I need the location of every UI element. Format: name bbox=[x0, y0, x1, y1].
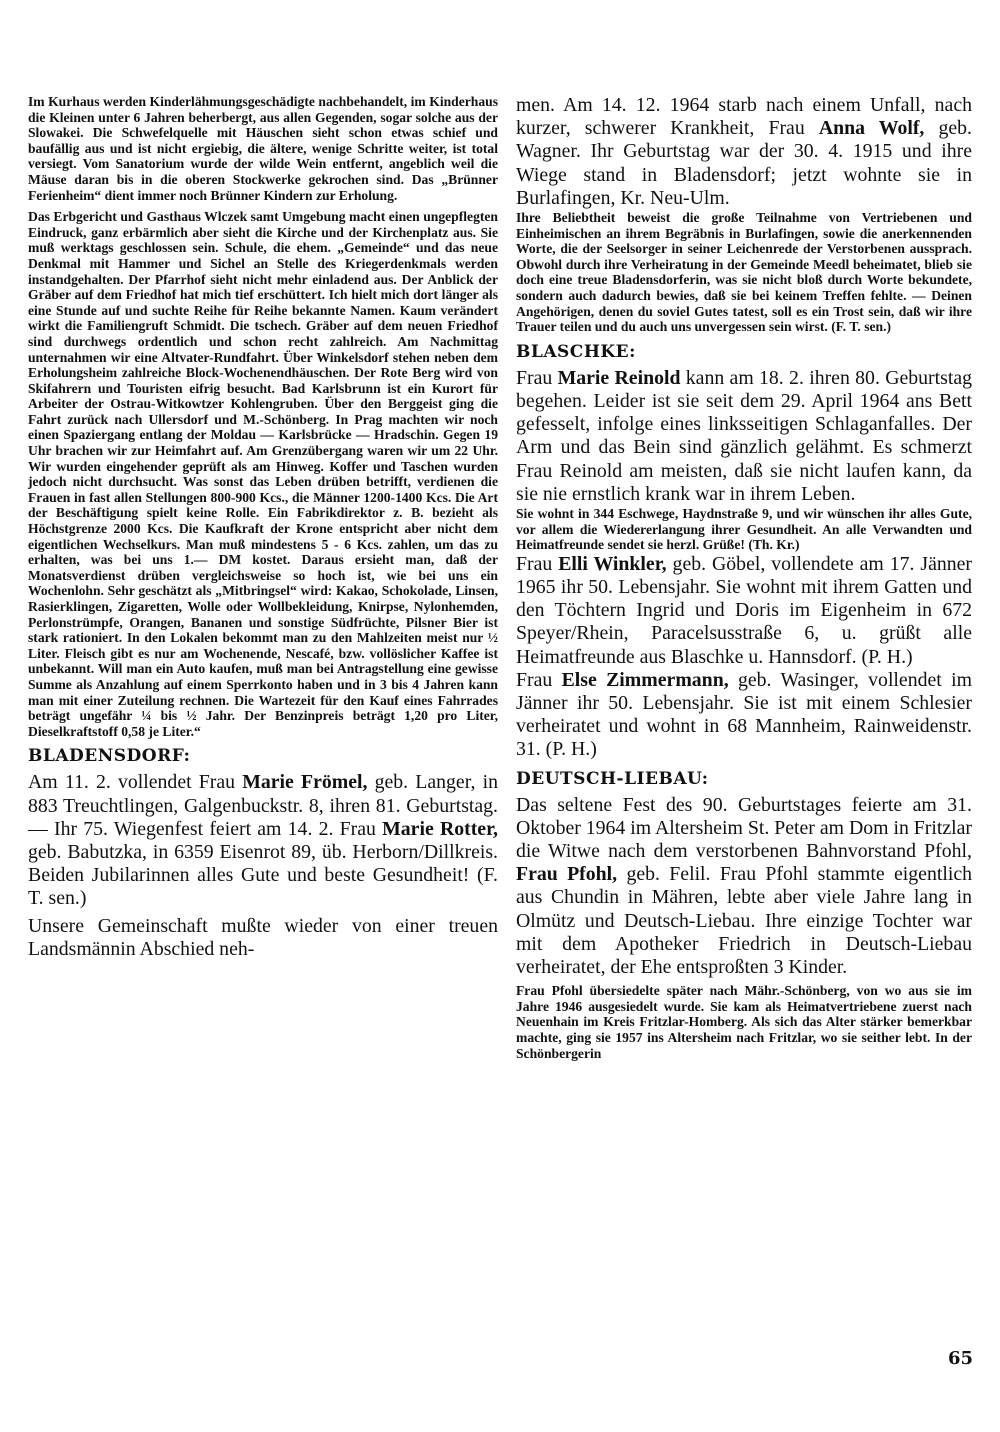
right-column bbox=[516, 94, 972, 1061]
text-run: geb. Langer, in 883 Treuchtlingen, Galgenbuckstr. 8, ihren 81. Geburtstag. — Ihr 75. Wiegenfest feiert am 14. 2. Frau bbox=[28, 771, 498, 840]
left-column bbox=[28, 94, 498, 961]
paragraph-farewell: Unsere Gemeinschaft mußte wieder von einer treuen Landsmännin Abschied neh- bbox=[28, 914, 498, 960]
paragraph-birthdays-bladensdorf bbox=[28, 771, 498, 910]
text-run: geb. Felil. Frau Pfohl stammte eigentlich aus Chundin in Mähren, lebte aber viele Jahre lang in Olmütz und Deutsch-Liebau. Ihre einzige Tochter war mit dem Apotheker Friedrich in Deutsch-Liebau verheiratet, der Ehe entsproßten 3 Kinder. bbox=[516, 863, 972, 979]
person-name: Marie Frömel, bbox=[242, 771, 368, 794]
paragraph-obituary-anna-wolf bbox=[516, 94, 972, 210]
text-run: geb. Wasinger, vollendet im Jänner ihr 50. Lebensjahr. Sie ist mit einem Schlesier verheiratet und wohnt in 68 Mannheim, Rainweidenstr. 31. (P. H.) bbox=[516, 668, 972, 761]
person-name: Frau Pfohl, bbox=[516, 863, 618, 886]
text-run: Frau bbox=[516, 366, 558, 389]
person-name: Anna Wolf, bbox=[818, 117, 925, 140]
paragraph-elli-winkler bbox=[516, 553, 972, 669]
section-heading-bladensdorf: BLADENSDORF: bbox=[28, 746, 191, 767]
text-run: geb. Babutzka, in 6359 Eisenrot 89, üb. Herborn/Dillkreis. Beiden Jubilarinnen alles Gute und beste Gesundheit! (F. T. sen.) bbox=[28, 840, 498, 910]
paragraph-frau-pfohl bbox=[516, 794, 972, 980]
person-name: Marie Reinold bbox=[557, 366, 681, 389]
text-run: Am 11. 2. vollendet Frau bbox=[28, 771, 243, 794]
person-name: Else Zimmermann, bbox=[561, 668, 729, 691]
paragraph-marie-reinold bbox=[516, 367, 972, 506]
person-name: Elli Winkler, bbox=[558, 552, 667, 575]
paragraph-kurhaus: Im Kurhaus werden Kinderlähmungsgeschädigte nachbehandelt, im Kinderhaus die Kleinen unter 6 Jahren beherbergt, aus allen Gegenden, sogar solche aus der Slowakei. Die Schwefelquelle mit Häuschen sieht schon etwas schief und baufällig aus und ist nicht ergiebig, die ältere, wenige Schritte weiter, ist total versiegt. Vom Sanatorium wurde der wilde Wein entfernt, angeblich weil die Mäuse daran bis in die oberen Stockwerke gekrochen sind. Das „Brünner Ferienheim“ dient immer noch Brünner Kindern zur Erholung. bbox=[28, 94, 498, 203]
paragraph-erbgericht: Das Erbgericht und Gasthaus Wlczek samt Umgebung macht einen ungepflegten Eindruck, ganz erbärmlich aber sieht die Kirche und der Kirchenplatz aus. Sie muß werktags geschlossen sein. Schule, die ehem. „Gemeinde“ und das neue Denkmal mit Hammer und Sichel an Stelle des Kriegerdenkmals werden instandgehalten. Der Pfarrhof sieht nicht mehr einladend aus. Der Anblick der Gräber auf dem Friedhof hat mich tief erschüttert. Ich hielt mich dort länger als eine Stunde auf und suchte Reihe für Reihe bekannte Namen. Kaum verändert wirkt die Familiengruft Schmidt. Die tschech. Gräber auf dem neuen Friedhof sind durchwegs ordentlich und schon recht zahlreich. Am Nachmittag unternahmen wir eine Altvater-Rundfahrt. Über Winkelsdorf stehen neben dem Erholungsheim zahlreiche Block-Wochenendhäuschen. Der Rote Berg wird von Skifahrern und Touristen eifrig besucht. Bad Karlsbrunn ist ein Kurort für Arbeiter der Ostrau-Witkowtzer Kohlengruben. Über den Berggeist ging die Fahrt zurück nach Ullersdorf und M.-Schönberg. In Prag machten wir noch einen Spaziergang entlang der Moldau — Karlsbrücke — Hradschin. Gegen 19 Uhr brachen wir zur Heimfahrt auf. Am Grenzübergang waren wir um 22 Uhr. Wir wurden eingehender geprüft als am Hinweg. Koffer und Taschen wurden jedoch nicht durchsucht. Was sonst das Leben drüben betrifft, verdienen die Frauen in fast allen Stellungen 800-900 Kcs., die Männer 1200-1400 Kcs. Die Art der Beschäftigung spielt keine Rolle. Ein Fabrikdirektor z. B. bezieht als Höchstgrenze 2000 Kcs. Die Kaufkraft der Krone entspricht aber nicht dem eigentlichen Wechselkurs. Man muß mindestens 5 - 6 Kcs. zahlen, um das zu erhalten, was bei uns 1.— DM kostet. Daraus ersieht man, daß der Monatsverdienst drüben vergleichsweise so hoch ist, wie bei uns ein Wochenlohn. Sehr geschätzt als „Mitbringsel“ wird: Kakao, Schokolade, Linsen, Rasierklingen, Zigaretten, Wolle oder Wollbekleidung, Knirpse, Nylonhemden, Perlonstrümpfe, Orangen, Bananen und sonstige Südfrüchte, Pilsner Bier ist stark rationiert. In den Lokalen bekommt man zu den Mahlzeiten meist nur ½ Liter. Fleisch gibt es nur am Wochenende, Nescafé, bzw. vollöslicher Kaffee ist unbekannt. Will man ein Auto kaufen, muß man bei Antragstellung eine gewisse Summe als Anzahlung auf einem Sperrkonto haben und in 3 bis 4 Jahren kann man mit einer Zuteilung rechnen. Die Wartezeit für den Kauf eines Fahrrades beträgt ungefähr ¼ bis ½ Jahr. Der Benzinpreis beträgt 1,20 pro Liter, Dieselkraftstoff 0,58 je Liter.“ bbox=[28, 209, 498, 739]
page-number: 65 bbox=[948, 1348, 974, 1369]
person-name: Marie Rotter, bbox=[382, 817, 498, 840]
text-run: men. Am 14. 12. 1964 starb nach einem Unfall, nach kurzer, schwerer Krankheit, Frau bbox=[516, 94, 972, 140]
paragraph-popularity: Ihre Beliebtheit beweist die große Teilnahme von Vertriebenen und Einheimischen an ihrem Begräbnis in Burlafingen, sowie die anerkennenden Worte, die der Seelsorger in seiner Leichenrede der Verstorbenen aussprach. Obwohl durch ihre Verheiratung in der Gemeinde Meedl beheimatet, blieb sie doch eine treue Bladensdorferin, was sie nicht bloß durch Worte bekundete, sondern auch dadurch bewies, daß sie bei keinem Treffen fehlte. — Deinen Angehörigen, denen du soviel Gutes tatest, soll es ein Trost sein, daß wir ihre Trauer teilen und du auch uns unvergessen sein wirst. (F. T. sen.) bbox=[516, 210, 972, 335]
text-run: geb. Wagner. Ihr Geburtstag war der 30. 4. 1915 und ihre Wiege stand in Bladensdorf; jetzt wohnte sie in Burlafingen, Kr. Neu-Ulm. bbox=[516, 117, 972, 209]
section-heading-blaschke: BLASCHKE: bbox=[516, 341, 636, 362]
text-run: Frau bbox=[516, 552, 559, 575]
section-heading-deutsch-liebau: DEUTSCH-LIEBAU: bbox=[516, 768, 709, 789]
paragraph-else-zimmermann bbox=[516, 669, 972, 762]
paragraph-eschwege: Sie wohnt in 344 Eschwege, Haydnstraße 9, und wir wünschen ihr alles Gute, vor allem die Wiedererlangung ihrer Gesundheit. An alle Verwandten und Heimatfreunde sendet sie herzl. Grüße! (Th. Kr.) bbox=[516, 505, 972, 553]
text-run: kann am 18. 2. ihren 80. Geburtstag begehen. Leider ist sie seit dem 29. April 1964 ans Bett gefesselt, infolge eines linksseitigen Schlaganfalles. Der Arm und das Bein sind gänzlich gelähmt. Es schmerzt Frau Reinold am meisten, daß sie nicht laufen kann, da sie nie ernstlich krank war in ihrem Leben. bbox=[516, 366, 972, 505]
paragraph-pfohl-resettled: Frau Pfohl übersiedelte später nach Mähr.-Schönberg, von wo aus sie im Jahre 1946 ausgesiedelt wurde. Sie kam als Heimatvertriebene zuerst nach Neuenhain im Kreis Fritzlar-Homberg. Als sich das Alter stärker bemerkbar machte, ging sie 1957 ins Altersheim nach Fritzlar, wo sie seither lebt. In der Schönbergerin bbox=[516, 983, 972, 1061]
text-run: geb. Göbel, vollendete am 17. Jänner 1965 ihr 50. Lebensjahr. Sie wohnt mit ihrem Gatten und den Töchtern Ingrid und Doris im Eigenheim in 672 Speyer/Rhein, Paracelsusstraße 6, u. grüßt alle Heimatfreunde aus Blaschke u. Hannsdorf. (P. H.) bbox=[516, 552, 972, 668]
text-run: Das seltene Fest des 90. Geburtstages feierte am 31. Oktober 1964 im Altersheim St. Peter am Dom in Fritzlar die Witwe nach dem verstorbenen Bahnvorstand Pfohl, bbox=[516, 793, 973, 862]
text-run: Frau bbox=[516, 668, 562, 691]
